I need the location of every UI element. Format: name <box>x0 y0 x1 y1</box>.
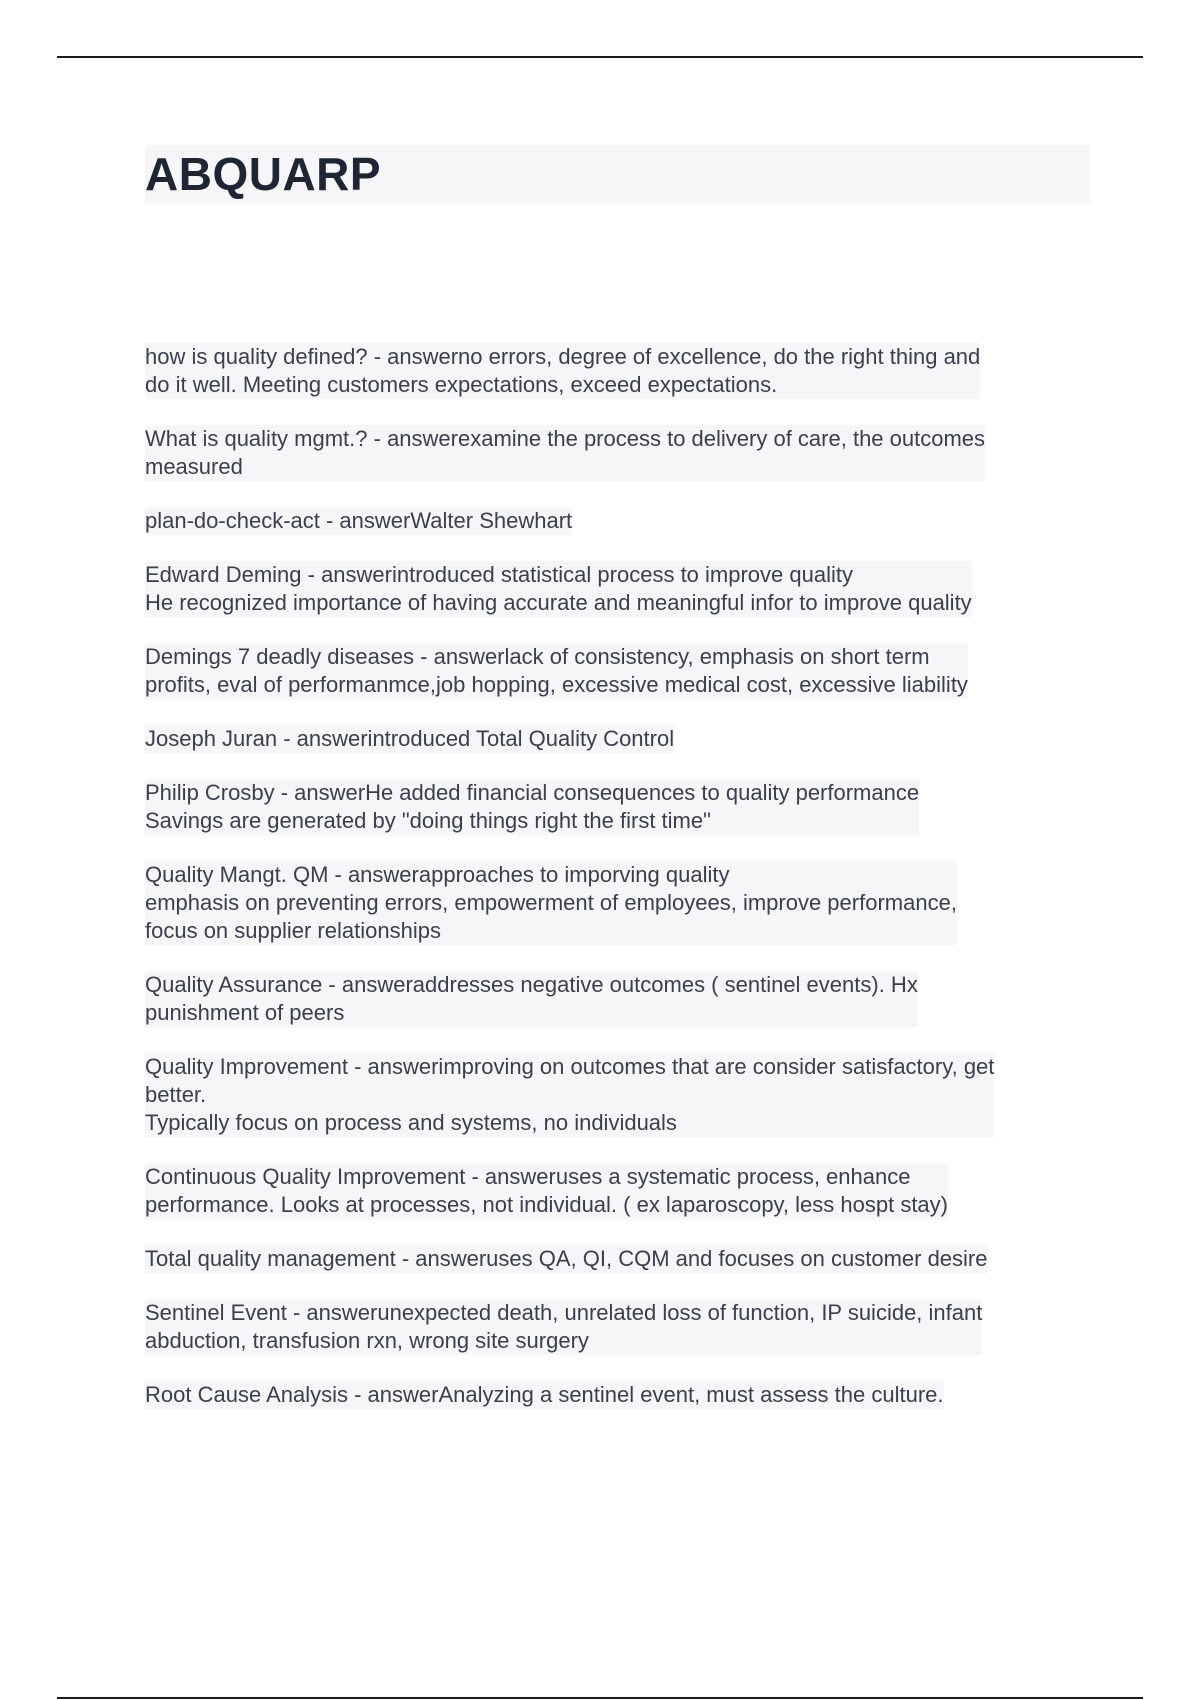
qa-text: Sentinel Event - answerunexpected death, unrelated loss of function, IP suicide, infant abduction, transfusion rxn, wrong site surgery <box>145 1300 983 1353</box>
qa-item <box>145 343 1090 399</box>
qa-item <box>145 861 1090 945</box>
qa-text: Root Cause Analysis - answerAnalyzing a sentinel event, must assess the culture. <box>145 1382 944 1407</box>
qa-text: Quality Mangt. QM - answerapproaches to imporving quality emphasis on preventing errors, empowerment of employees, improve performance, focus on supplier relationships <box>145 862 957 943</box>
qa-text: Continuous Quality Improvement - answeruses a systematic process, enhance performance. Looks at processes, not individual. ( ex laparoscopy, less hospt stay) <box>145 1164 948 1217</box>
document-page <box>145 145 1090 1435</box>
top-rule <box>57 56 1143 58</box>
qa-item <box>145 425 1090 481</box>
qa-item <box>145 1299 1090 1355</box>
document-title: ABQUARP <box>145 148 382 200</box>
qa-text: Quality Improvement - answerimproving on outcomes that are consider satisfactory, get better. Typically focus on process and systems, no individuals <box>145 1054 995 1135</box>
qa-text: What is quality mgmt.? - answerexamine the process to delivery of care, the outcomes measured <box>145 426 986 479</box>
qa-text: Total quality management - answeruses QA, QI, CQM and focuses on customer desire <box>145 1246 988 1271</box>
qa-text: Joseph Juran - answerintroduced Total Quality Control <box>145 726 675 751</box>
qa-item <box>145 1245 1090 1273</box>
qa-text: plan-do-check-act - answerWalter Shewhart <box>145 508 573 533</box>
qa-item <box>145 779 1090 835</box>
qa-list <box>145 343 1090 1409</box>
qa-text: how is quality defined? - answerno errors, degree of excellence, do the right thing and do it well. Meeting customers expectations, exceed expectations. <box>145 344 981 397</box>
qa-item <box>145 1053 1090 1137</box>
qa-item <box>145 643 1090 699</box>
qa-text: Quality Assurance - answeraddresses negative outcomes ( sentinel events). Hx punishment of peers <box>145 972 918 1025</box>
qa-item <box>145 561 1090 617</box>
qa-text: Demings 7 deadly diseases - answerlack of consistency, emphasis on short term profits, eval of performanmce,job hopping, excessive medical cost, excessive liability <box>145 644 968 697</box>
qa-text: Philip Crosby - answerHe added financial consequences to quality performance Savings are generated by "doing things right the first time" <box>145 780 920 833</box>
qa-item <box>145 725 1090 753</box>
qa-item <box>145 971 1090 1027</box>
title-block <box>145 145 1090 203</box>
bottom-rule <box>57 1697 1143 1699</box>
qa-text: Edward Deming - answerintroduced statistical process to improve quality He recognized importance of having accurate and meaningful infor to improve quality <box>145 562 972 615</box>
qa-item <box>145 1163 1090 1219</box>
qa-item <box>145 507 1090 535</box>
qa-item <box>145 1381 1090 1409</box>
